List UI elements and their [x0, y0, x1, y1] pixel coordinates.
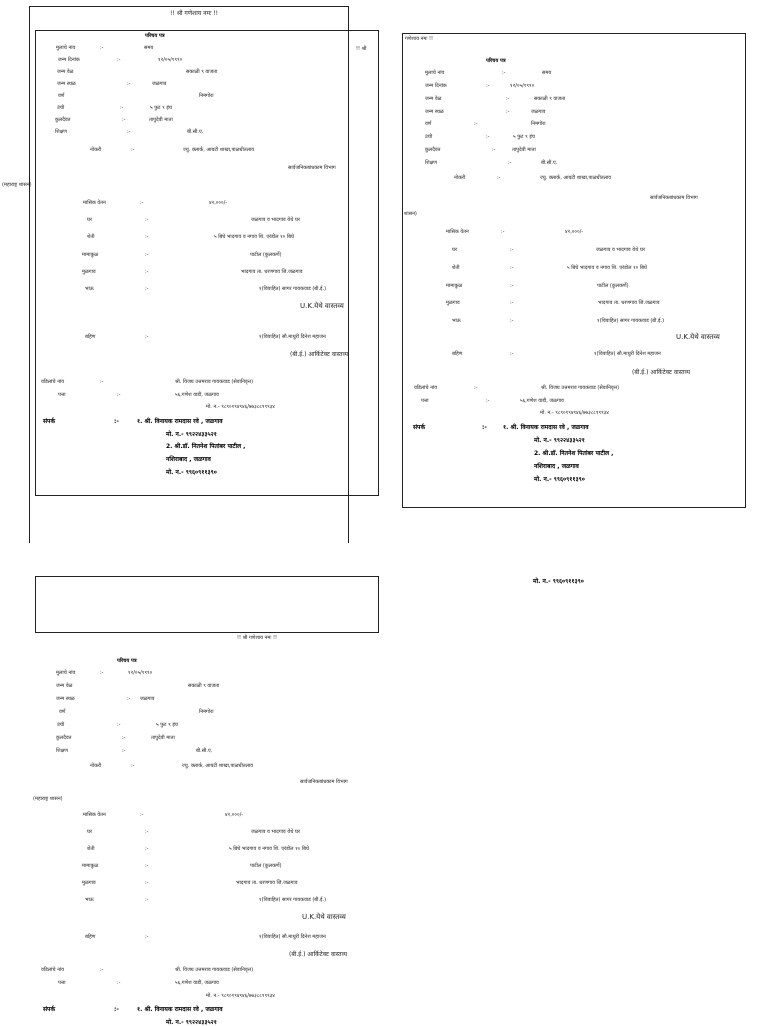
r-father-value: श्री. विजय उत्तमराव गायकवाड (सेवानिवृत्त)	[541, 385, 620, 391]
row-native-sep: :-	[145, 269, 149, 275]
row-height-value: ५ फुट ९ इंच	[150, 105, 172, 111]
b-dept-value: सार्वजनिकबांधकाम विभाग	[300, 779, 348, 785]
r-height-value: ५ फुट ९ इंच	[513, 134, 535, 140]
row-contact-value-2: 2. श्री.डॉ. नितनेश पितांबर पाटील ,	[166, 443, 246, 450]
blessing-cut-1: !! श्री	[356, 46, 367, 52]
b-father-value: श्री. विजय उत्तमराव गायकवाड (सेवानिवृत्त)	[175, 967, 254, 973]
r-contact-label: संपर्क	[413, 424, 426, 431]
row-contact-label: संपर्क	[43, 418, 56, 425]
row-tob-label: जन्म वेळ	[57, 69, 74, 75]
row-sister-label: बहिण	[85, 334, 96, 340]
r-salary-label: मासिक वेतन	[446, 229, 469, 235]
row-complexion-value: निमगोरा	[199, 93, 214, 99]
row-education-label: शिक्षण	[55, 129, 67, 135]
r-farm-value: ५ बिघे भादगाव व नगाव शि. एरंडोल १० बिघे	[567, 265, 647, 271]
row-farm-label: शेती	[87, 234, 95, 240]
b-farm-label: शेती	[87, 846, 95, 852]
b-complexion-value: निमगोरा	[199, 709, 214, 715]
b-house-sep: :-	[145, 829, 149, 835]
b-salary-value: ४२,०००/-	[225, 812, 244, 818]
row-height-sep: :-	[120, 105, 124, 111]
b-job-sep: :-	[131, 763, 135, 769]
empty-frame-bottom	[35, 576, 379, 633]
row-deity-value: तापुदेवी माता	[149, 117, 173, 123]
b-address-value: ५६,गणेश वाडी, जळगाव	[175, 980, 219, 986]
r-job-value: ज्यु. क्लार्क, आयटी शाखा,पाळधीतलाव	[540, 175, 612, 181]
r-job-label: नोकरी	[454, 175, 466, 181]
b-architect-value: (बी.ई.) आर्किटेक्ट वास्तव्य	[289, 951, 348, 958]
b-job-label: नोकरी	[90, 763, 102, 769]
b-sister-sep: :-	[145, 934, 149, 940]
r-pob-label: जन्म स्थळ	[425, 109, 444, 115]
row-address-value: ५६,गणेश वाडी, जळगाव	[175, 392, 219, 398]
r-govt-tail: शासन)	[404, 211, 417, 217]
row-salary-value: ४२,०००/-	[209, 200, 228, 206]
blessing-1: !! श्री गणेशाय नमः !!	[170, 10, 219, 17]
row-father-value: श्री. विजय उत्तमराव गायकवाड (सेवानिवृत्त)	[175, 379, 254, 385]
r-salary-value: ४२,०००/-	[565, 229, 584, 235]
row-job-value: ज्यु. क्लार्क, आयटी शाखा,पाळधीतलाव	[183, 147, 255, 153]
r-dob-value: १२/०५/१९९०	[510, 83, 535, 89]
row-height-label: उंची	[57, 105, 65, 111]
b-deity-label: कुलदैवत	[56, 735, 72, 741]
b-native-sep: :-	[145, 880, 149, 886]
r-maternal-value: पाटील (कुलकर्णे)	[597, 283, 629, 289]
b-tob-value: सकाळी ९ वाजता	[188, 683, 220, 689]
row-dept-value: सार्वजनिकबांधकाम विभाग	[288, 165, 336, 171]
r-height-sep: :-	[486, 134, 490, 140]
blessing-3: !! श्री गणेशाय नमः !!	[237, 635, 278, 641]
r-maternal-sep: :-	[510, 283, 514, 289]
row-house-value: जळगाव व भादगाव येथे घर	[251, 217, 300, 223]
r-native-value: भादगाव ता. धरणगाव जि.जळगाव	[598, 300, 660, 306]
r-maternal-label: मामाकुळ	[446, 283, 463, 289]
r-tob-sep: :-	[506, 96, 510, 102]
r-name-sep: :-	[502, 70, 506, 76]
b-maternal-label: मामाकुळ	[82, 863, 99, 869]
b-brother-value: १(विवाहित) सागर गायकवाड (बी.ई.)	[259, 897, 327, 903]
stray-mobile-line: मो. न.- ९९६०९११३९०	[533, 578, 584, 585]
b-father-sep: :-	[100, 967, 104, 973]
r-name-label: मुलाचे नांव	[425, 70, 445, 76]
b-education-sep: :-	[122, 748, 126, 754]
b-tob-label: जन्म वेळ	[56, 683, 73, 689]
r-tob-value: सकाळी ९ वाजता	[534, 96, 566, 102]
b-farm-sep: :-	[145, 846, 149, 852]
b-salary-sep: :-	[140, 812, 144, 818]
row-architect-value: (बी.ई.) आर्किटेक्ट वास्तव्य	[290, 351, 349, 358]
r-house-value: जळगाव व भादगाव येथे घर	[596, 247, 645, 253]
r-uk-value: U.K.येथे वास्तव्य	[676, 333, 720, 341]
row-farm-value: ५ बिघे भादगाव व नगाव शि. एरंडोल १० बिघे	[214, 234, 294, 240]
r-contact-value-1: १. श्री. विनायक रामदास रवे , जळगाव	[503, 424, 589, 431]
row-phone-value: मो. न.- ९८९०१९४९४६/७७३८८९९९३४	[206, 404, 275, 410]
b-education-value: बी.सी.ए.	[196, 748, 213, 754]
b-house-value: जळगाव व भादगाव येथे घर	[251, 829, 300, 835]
r-father-label: वडिलांचे नांव	[414, 385, 438, 391]
row-brother-sep: :-	[145, 286, 149, 292]
title-3: परिचय पत्र	[117, 658, 137, 664]
r-education-sep: :-	[508, 160, 512, 166]
blessing-2: गणेशाय नमः !!	[405, 36, 433, 42]
b-name-value: १२/०५/१९९०	[128, 670, 153, 676]
row-uk-value: U.K.येथे वास्तव्य	[300, 302, 344, 310]
r-sister-label: बहिण	[452, 351, 463, 357]
b-father-label: वडिलांचे नांव	[41, 967, 65, 973]
r-deity-value: तापुदेवी माता	[512, 147, 536, 153]
row-salary-label: मासिक वेतन	[83, 200, 106, 206]
row-native-value: भादगाव ता. धरणगाव जि.जळगाव	[241, 269, 303, 275]
title-1: परिचय पत्र	[145, 33, 165, 39]
b-address-label: पत्ता	[58, 980, 66, 986]
r-contact-mobile-1: मो. न.- ९९२२४३३५२१	[534, 437, 585, 444]
b-name-sep: :-	[100, 670, 104, 676]
r-height-label: उंची	[425, 134, 433, 140]
row-education-value: बी.सी.ए.	[187, 129, 204, 135]
b-pob-sep: :-	[127, 696, 131, 702]
b-phone-value: मो. न.- ९८९०१९४९४६/७७३८८९९९३४	[206, 993, 275, 999]
row-brother-label: भाऊ	[85, 286, 94, 292]
b-brother-sep: :-	[145, 897, 149, 903]
b-job-value: ज्यु. क्लार्क, आयटी शाखा,पाळधीतलाव	[182, 763, 254, 769]
row-deity-label: कुलदैवत	[55, 117, 71, 123]
b-native-value: भादगाव ता. धरणगाव जि.जळगाव	[236, 880, 298, 886]
b-farm-value: ५ बिघे भादगाव व नगाव शि. एरंडोल १० बिघे	[229, 846, 309, 852]
row-complexion-label: वर्ण	[58, 93, 65, 99]
r-job-sep: :-	[497, 175, 501, 181]
row-tob-value: सकाळी ९ वाजता	[186, 69, 218, 75]
r-dob-label: जन्म दिनांक	[425, 83, 447, 89]
b-education-label: शिक्षण	[56, 748, 68, 754]
row-contact-mobile-1: मो. न.- ९९२२४३३५२१	[166, 431, 217, 438]
r-brother-value: १(विवाहित) सागर गायकवाड (बी.ई.)	[597, 318, 665, 324]
b-contact-mobile-1: मो. न.- ९९२२४३३५२१	[166, 1019, 217, 1026]
row-father-label: वडिलांचे नांव	[41, 379, 65, 385]
r-contact-place-2: नशिराबाद , जळगाव	[534, 463, 579, 470]
row-salary-sep: :-	[140, 200, 144, 206]
b-height-label: उंची	[57, 722, 65, 728]
r-pob-sep: :-	[506, 109, 510, 115]
r-tob-label: जन्म वेळ	[425, 96, 442, 102]
row-maternal-value: पाटील (कुलकर्णे)	[250, 252, 282, 258]
b-sister-value: १(विवाहित) सौ.माधुरी दिनेश महाजन	[259, 934, 326, 940]
row-father-sep: :-	[100, 379, 104, 385]
row-name-label: मुलाचे नांव	[56, 45, 76, 51]
r-address-sep: :-	[486, 398, 490, 404]
r-pob-value: जळगाव	[531, 109, 546, 115]
row-dob-value: १२/०५/१९९०	[158, 57, 183, 63]
b-house-label: घर	[87, 829, 93, 835]
b-maternal-value: पाटील (कुलकर्णे)	[250, 863, 282, 869]
row-sister-sep: :-	[145, 334, 149, 340]
row-name-value: समय	[144, 45, 154, 51]
r-contact-value-2: 2. श्री.डॉ. नितनेश पितांबर पाटील ,	[534, 450, 614, 457]
r-native-sep: :-	[510, 300, 514, 306]
r-contact-sep: :-	[482, 424, 487, 431]
title-2: परिचय पत्र	[486, 58, 506, 64]
r-brother-label: भाऊ	[452, 318, 461, 324]
r-salary-sep: :-	[501, 229, 505, 235]
b-address-sep: :-	[117, 980, 121, 986]
r-deity-sep: :-	[492, 147, 496, 153]
b-maternal-sep: :-	[145, 863, 149, 869]
row-dob-sep: :-	[117, 57, 121, 63]
row-maternal-label: मामाकुळ	[82, 252, 99, 258]
r-address-label: पत्ता	[421, 398, 429, 404]
b-sister-label: बहिण	[85, 934, 96, 940]
b-height-value: ५ फुट ९ इंच	[156, 722, 178, 728]
row-brother-value: १(विवाहित) सागर गायकवाड (बी.ई.)	[259, 286, 327, 292]
r-dept-value: सार्वजनिकबांधकाम विभाग	[650, 195, 698, 201]
row-contact-value-1: १. श्री. विनायक रामदास रवे , जळगाव	[137, 418, 223, 425]
row-dob-label: जन्म दिनांक	[58, 57, 80, 63]
b-contact-label: संपर्क	[43, 1006, 56, 1013]
row-govt-label: (महाराष्ट्र शासन)	[2, 182, 32, 188]
row-job-sep: :-	[131, 147, 135, 153]
row-house-sep: :-	[145, 217, 149, 223]
row-house-label: घर	[87, 217, 93, 223]
row-contact-place-2: नशिराबाद , जळगाव	[166, 456, 211, 463]
row-contact-sep: :-	[114, 418, 119, 425]
b-pob-value: जळगाव	[140, 696, 155, 702]
r-dob-sep: :-	[486, 83, 490, 89]
b-govt-label: (महाराष्ट्र शासन)	[33, 796, 63, 802]
b-deity-sep: :-	[122, 735, 126, 741]
b-salary-label: मासिक वेतन	[83, 812, 106, 818]
b-deity-value: तापुदेवी माता	[151, 735, 175, 741]
r-name-value: समय	[542, 70, 552, 76]
row-job-label: नोकरी	[90, 147, 102, 153]
r-farm-sep: :-	[510, 265, 514, 271]
row-address-label: पत्ता	[58, 392, 66, 398]
r-education-label: शिक्षण	[425, 160, 437, 166]
r-contact-mobile-2: मो. न.- ९९६०९११३९०	[534, 476, 585, 483]
b-brother-label: भाऊ	[85, 897, 94, 903]
b-native-label: मुळगाव	[82, 880, 96, 886]
row-deity-sep: :-	[122, 117, 126, 123]
r-complexion-label: वर्ण	[425, 121, 432, 127]
r-house-label: घर	[452, 247, 458, 253]
r-house-sep: :-	[510, 247, 514, 253]
row-maternal-sep: :-	[145, 252, 149, 258]
r-deity-label: कुलदैवत	[425, 147, 441, 153]
b-contact-value-1: १. श्री. विनायक रामदास रवे , जळगाव	[137, 1006, 223, 1013]
b-pob-label: जन्म स्थळ	[56, 696, 75, 702]
r-father-sep: :-	[474, 385, 478, 391]
row-name-sep: :-	[100, 45, 104, 51]
r-complexion-value: निमगोरा	[531, 121, 546, 127]
b-name-label: मुलाचे नांव	[56, 670, 76, 676]
row-pob-sep: :-	[127, 81, 131, 87]
r-native-label: मुळगाव	[446, 300, 460, 306]
b-complexion-label: वर्ण	[59, 709, 66, 715]
r-education-value: बी.सी.ए.	[541, 160, 558, 166]
b-height-sep: :-	[117, 722, 121, 728]
page-frame-inner	[35, 30, 379, 496]
r-brother-sep: :-	[510, 318, 514, 324]
r-complexion-sep: :-	[474, 121, 478, 127]
row-sister-value: १(विवाहित) सौ.माधुरी दिनेश महाजन	[259, 334, 326, 340]
r-sister-value: १(विवाहित) सौ.माधुरी दिनेश महाजन	[594, 351, 661, 357]
r-phone-value: मो. न.- ९८९०१९४९४६/७७३८८९९९३४	[540, 410, 609, 416]
b-uk-value: U.K.येथे वास्तव्य	[302, 913, 346, 921]
row-native-label: मुळगाव	[82, 269, 96, 275]
row-education-sep: :-	[127, 129, 131, 135]
r-farm-label: शेती	[452, 265, 460, 271]
row-address-sep: :-	[117, 392, 121, 398]
row-pob-value: जळगाव	[152, 81, 167, 87]
r-address-value: ५६,गणेश वाडी, जळगाव	[520, 398, 564, 404]
r-sister-sep: :-	[510, 351, 514, 357]
row-contact-mobile-2: मो. न.- ९९६०९११३९०	[166, 469, 217, 476]
r-architect-value: (बी.ई.) आर्किटेक्ट वास्तव्य	[632, 369, 691, 376]
row-farm-sep: :-	[145, 234, 149, 240]
b-contact-sep: :-	[114, 1006, 119, 1013]
row-pob-label: जन्म स्थळ	[57, 81, 76, 87]
